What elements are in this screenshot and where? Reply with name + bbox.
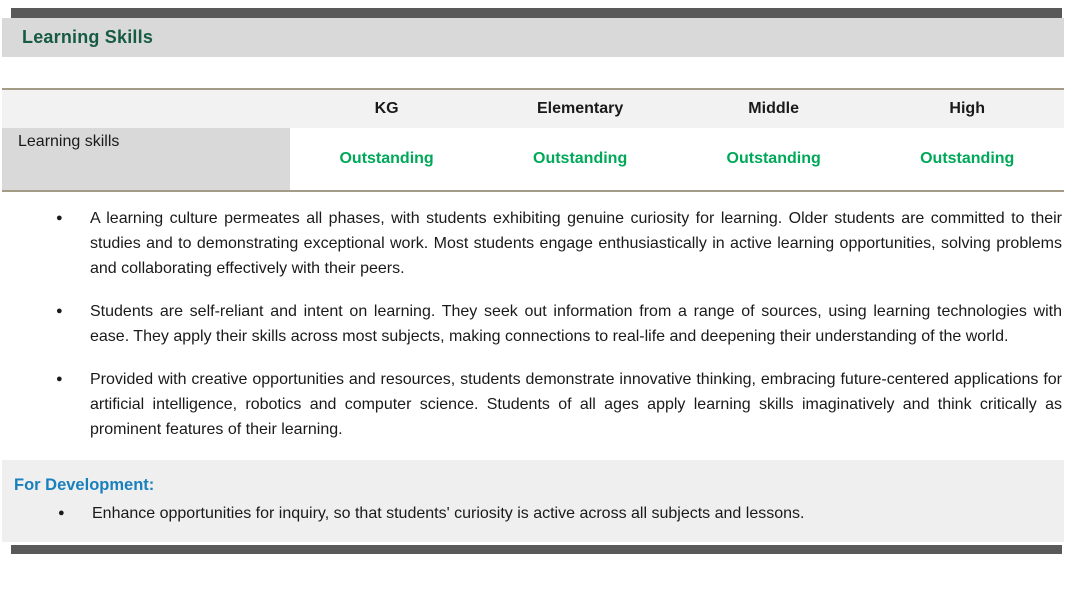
- table-row: [2, 128, 1064, 191]
- finding-text: Students are self-reliant and intent on learning. They seek out information from a range of sources, using learning technologies with ease. They apply their skills across most subjects, making connections to real-life and deepening their understanding of the world.: [90, 303, 1062, 345]
- rating-high: Outstanding: [870, 128, 1064, 191]
- finding-text: Provided with creative opportunities and resources, students demonstrate innovative thinking, embracing future-centered applications for artificial intelligence, robotics and computer science. Students of all ages apply learning skills imaginatively and think critically as prominent features of their learning.: [90, 371, 1062, 438]
- list-item: [0, 367, 1080, 442]
- report-page: [0, 8, 1080, 589]
- section-header: [2, 18, 1064, 57]
- ratings-table: [2, 88, 1064, 192]
- list-item: [0, 206, 1080, 281]
- rating-middle: Outstanding: [677, 128, 871, 191]
- column-header-high: High: [870, 89, 1064, 128]
- for-development-section: [2, 460, 1064, 542]
- finding-text: A learning culture permeates all phases, with students exhibiting genuine curiosity for learning. Older students are committed to their studies and to demonstrating exceptional work. Most students engage enthusiastically in active learning opportunities, solving problems and collaborating effectively with their peers.: [90, 210, 1062, 277]
- column-header-kg: KG: [290, 89, 484, 128]
- column-header-middle: Middle: [677, 89, 871, 128]
- development-text: Enhance opportunities for inquiry, so that students' curiosity is active across all subjects and lessons.: [92, 505, 805, 522]
- development-list: [2, 501, 1064, 526]
- rating-elementary: Outstanding: [483, 128, 677, 191]
- rating-kg: Outstanding: [290, 128, 484, 191]
- page-title: Learning Skills: [22, 27, 154, 47]
- top-divider-bar: [11, 8, 1062, 18]
- list-item: [0, 299, 1080, 349]
- table-header-row: [2, 89, 1064, 128]
- list-item: [2, 501, 1064, 526]
- findings-list: [0, 206, 1080, 442]
- bullet-icon: ●: [56, 212, 63, 224]
- row-label: Learning skills: [2, 128, 290, 191]
- for-development-heading: For Development:: [14, 476, 155, 494]
- column-header-elementary: Elementary: [483, 89, 677, 128]
- bullet-icon: ●: [56, 373, 63, 385]
- bullet-icon: ●: [58, 507, 65, 519]
- bullet-icon: ●: [56, 305, 63, 317]
- table-header-empty: [2, 89, 290, 128]
- bottom-divider-bar: [11, 545, 1062, 554]
